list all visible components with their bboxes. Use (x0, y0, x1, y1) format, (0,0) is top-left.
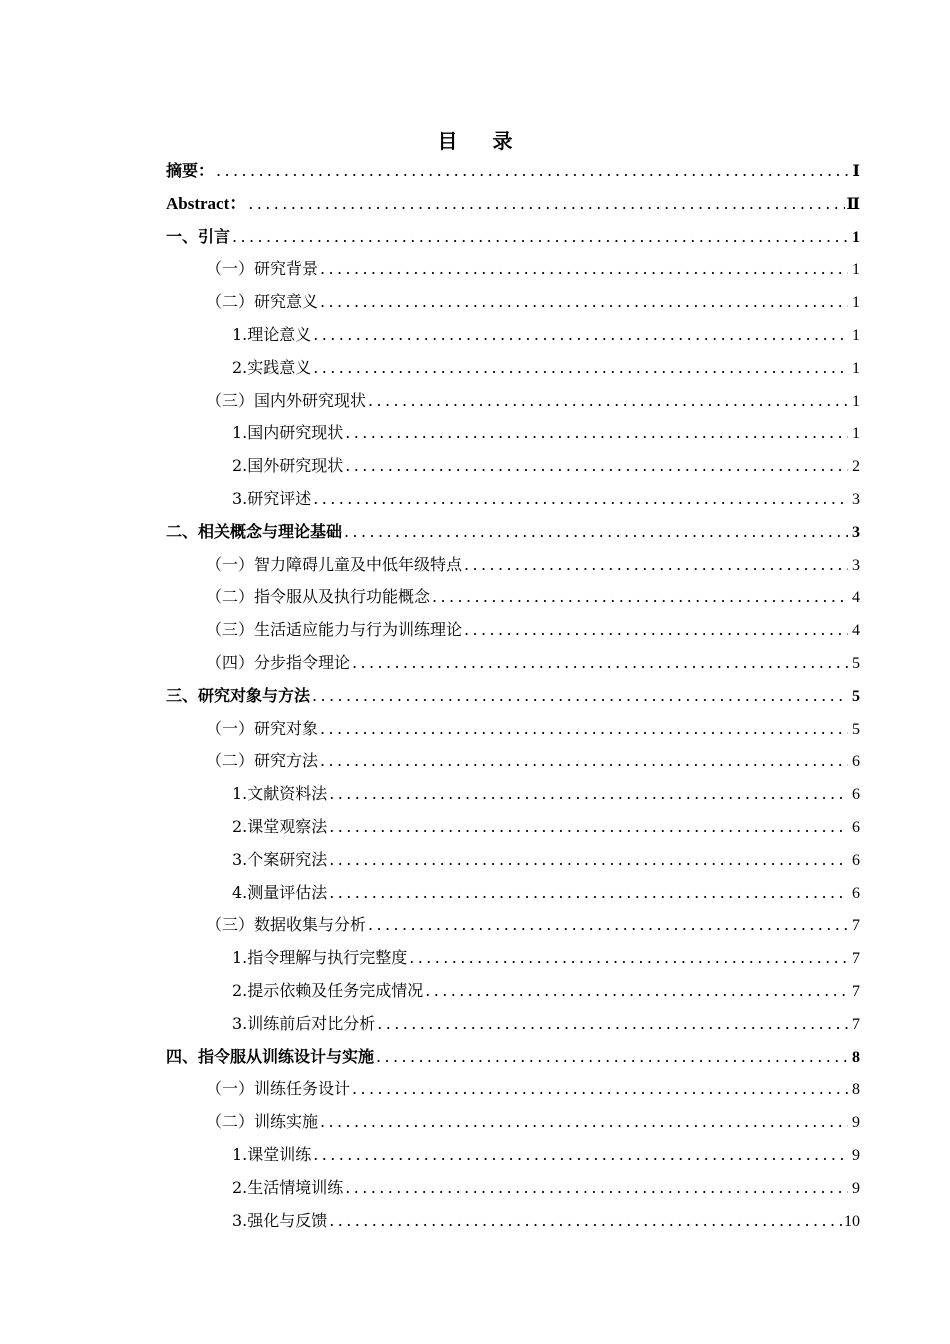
toc-entry-page-number: 6 (852, 786, 860, 804)
toc-entry[interactable] (166, 483, 860, 516)
toc-entry-page-number: 4 (852, 622, 860, 640)
toc-entry-label: （四）分步指令理论 (206, 652, 351, 672)
toc-entry-label: 1.课堂训练 (232, 1144, 312, 1164)
toc-dot-leader (345, 417, 848, 450)
toc-entry-label: 2.提示依赖及任务完成情况 (232, 980, 424, 1000)
toc-entry[interactable] (166, 811, 860, 844)
toc-dot-leader (313, 1139, 848, 1172)
toc-entry-page-number: 6 (852, 884, 860, 902)
toc-entry[interactable] (166, 647, 860, 680)
toc-entry[interactable] (166, 713, 860, 746)
toc-entry[interactable] (166, 909, 860, 942)
toc-dot-leader (248, 188, 844, 221)
toc-entry[interactable] (166, 745, 860, 778)
toc-dot-leader (368, 385, 848, 418)
toc-entry-label: （二）训练实施 (206, 1112, 319, 1132)
toc-entry[interactable] (166, 1106, 860, 1139)
toc-entry-page-number: 8 (852, 1081, 860, 1099)
toc-entry-page-number: 1 (852, 359, 860, 377)
toc-entry-label: （三）生活适应能力与行为训练理论 (206, 620, 463, 640)
toc-entry-page-number: 1 (852, 326, 860, 344)
toc-dot-leader (320, 286, 848, 319)
toc-entry[interactable] (166, 319, 860, 352)
toc-entry-page-number: 7 (852, 950, 860, 968)
toc-entry-label: 三、研究对象与方法 (166, 685, 311, 705)
toc-dot-leader (320, 1106, 848, 1139)
toc-entry-label: 3.训练前后对比分析 (232, 1013, 376, 1033)
toc-entry-page-number: 10 (844, 1212, 860, 1230)
toc-dot-leader (232, 221, 848, 254)
toc-entry-label: 摘要： (166, 161, 215, 180)
toc-dot-leader (329, 1205, 842, 1238)
toc-entry[interactable] (166, 352, 860, 385)
toc-entry-label: 1.理论意义 (232, 324, 312, 344)
toc-entry[interactable] (166, 417, 860, 450)
toc-entry[interactable] (166, 1139, 860, 1172)
toc-dot-leader (376, 1041, 848, 1074)
toc-entry-label: （一）智力障碍儿童及中低年级特点 (206, 554, 463, 574)
toc-entry-page-number: 5 (852, 720, 860, 738)
toc-entry[interactable] (166, 778, 860, 811)
toc-entry-page-number: 6 (852, 818, 860, 836)
toc-dot-leader (313, 352, 848, 385)
toc-dot-leader (352, 647, 848, 680)
toc-entry-label: 一、引言 (166, 226, 231, 246)
toc-dot-leader (345, 1172, 848, 1205)
toc-dot-leader (313, 483, 848, 516)
toc-entry-label: 2.实践意义 (232, 357, 312, 377)
toc-dot-leader (425, 975, 848, 1008)
toc-entry-label: 3.个案研究法 (232, 849, 328, 869)
toc-entry[interactable] (166, 1205, 860, 1238)
toc-entry[interactable] (166, 253, 860, 286)
toc-dot-leader (329, 811, 848, 844)
toc-dot-leader (320, 745, 848, 778)
toc-list (166, 155, 860, 1237)
toc-entry-page-number: 1 (852, 392, 860, 410)
toc-entry[interactable] (166, 614, 860, 647)
toc-entry-label: 2.生活情境训练 (232, 1177, 344, 1197)
toc-entry-page-number: 8 (852, 1048, 860, 1066)
toc-dot-leader (377, 1008, 848, 1041)
toc-entry[interactable] (166, 581, 860, 614)
toc-entry-page-number: 1 (852, 425, 860, 443)
toc-entry-label: （二）指令服从及执行功能概念 (206, 587, 431, 607)
toc-dot-leader (312, 680, 848, 713)
toc-entry-label: 1.文献资料法 (232, 784, 328, 804)
toc-entry-label: 2.国外研究现状 (232, 456, 344, 476)
toc-dot-leader (432, 581, 848, 614)
toc-entry-page-number: 3 (852, 523, 860, 541)
toc-entry[interactable] (166, 1008, 860, 1041)
toc-entry-page-number: 9 (852, 1146, 860, 1164)
toc-title: 目 录 (437, 129, 527, 153)
toc-dot-leader (352, 1073, 848, 1106)
toc-entry-label: 1.指令理解与执行完整度 (232, 948, 408, 968)
toc-entry-page-number: 7 (852, 917, 860, 935)
toc-dot-leader (329, 778, 848, 811)
toc-entry-page-number: 6 (852, 851, 860, 869)
toc-entry[interactable] (166, 221, 860, 254)
toc-entry-label: 4.测量评估法 (232, 882, 328, 902)
toc-entry-page-number: 1 (852, 261, 860, 279)
toc-dot-leader (409, 942, 848, 975)
toc-dot-leader (344, 516, 848, 549)
toc-entry[interactable] (166, 549, 860, 582)
toc-dot-leader (345, 450, 848, 483)
toc-dot-leader (464, 549, 848, 582)
toc-entry-page-number: 7 (852, 982, 860, 1000)
toc-entry-label: （二）研究意义 (206, 292, 319, 312)
toc-entry-page-number: 1 (852, 294, 860, 312)
toc-entry-label: Abstract： (166, 193, 247, 213)
toc-entry[interactable] (166, 975, 860, 1008)
toc-dot-leader (313, 319, 848, 352)
toc-entry-label: 四、指令服从训练设计与实施 (166, 1046, 375, 1066)
toc-dot-leader (216, 155, 848, 188)
toc-entry[interactable] (166, 942, 860, 975)
toc-dot-leader (320, 253, 848, 286)
toc-entry-label: 3.强化与反馈 (232, 1210, 328, 1230)
toc-entry-page-number: 6 (852, 753, 860, 771)
toc-entry[interactable] (166, 1172, 860, 1205)
toc-dot-leader (329, 844, 848, 877)
toc-entry-label: （一）研究背景 (206, 259, 319, 279)
toc-entry[interactable] (166, 680, 860, 713)
toc-entry-page-number: Ⅰ (852, 163, 860, 180)
toc-dot-leader (320, 713, 848, 746)
toc-dot-leader (464, 614, 848, 647)
toc-entry[interactable] (166, 1073, 860, 1106)
toc-entry-page-number: Ⅱ (846, 195, 860, 213)
toc-entry-label: 2.课堂观察法 (232, 816, 328, 836)
toc-entry[interactable] (166, 844, 860, 877)
toc-entry-page-number: 5 (852, 687, 860, 705)
toc-entry-label: 1.国内研究现状 (232, 423, 344, 443)
toc-entry-label: （一）训练任务设计 (206, 1079, 351, 1099)
toc-entry[interactable] (166, 1041, 860, 1074)
toc-entry[interactable] (166, 877, 860, 910)
toc-entry-label: （一）研究对象 (206, 718, 319, 738)
toc-dot-leader (329, 877, 848, 910)
toc-entry-page-number: 7 (852, 1015, 860, 1033)
toc-entry[interactable] (166, 155, 860, 188)
toc-entry-page-number: 3 (852, 490, 860, 508)
toc-entry-label: 3.研究评述 (232, 488, 312, 508)
toc-entry-label: （三）数据收集与分析 (206, 915, 367, 935)
toc-entry-page-number: 5 (852, 654, 860, 672)
toc-entry-page-number: 4 (852, 589, 860, 607)
toc-entry-page-number: 3 (852, 556, 860, 574)
toc-dot-leader (368, 909, 848, 942)
toc-entry-label: （二）研究方法 (206, 751, 319, 771)
toc-entry-label: （三）国内外研究现状 (206, 390, 367, 410)
toc-entry-page-number: 9 (852, 1114, 860, 1132)
toc-entry[interactable] (166, 385, 860, 418)
toc-entry-page-number: 9 (852, 1179, 860, 1197)
toc-entry[interactable] (166, 286, 860, 319)
toc-entry-page-number: 2 (852, 458, 860, 476)
toc-entry[interactable] (166, 188, 860, 221)
toc-entry-page-number: 1 (852, 228, 860, 246)
toc-entry[interactable] (166, 516, 860, 549)
toc-entry-label: 二、相关概念与理论基础 (166, 521, 343, 541)
toc-entry[interactable] (166, 450, 860, 483)
